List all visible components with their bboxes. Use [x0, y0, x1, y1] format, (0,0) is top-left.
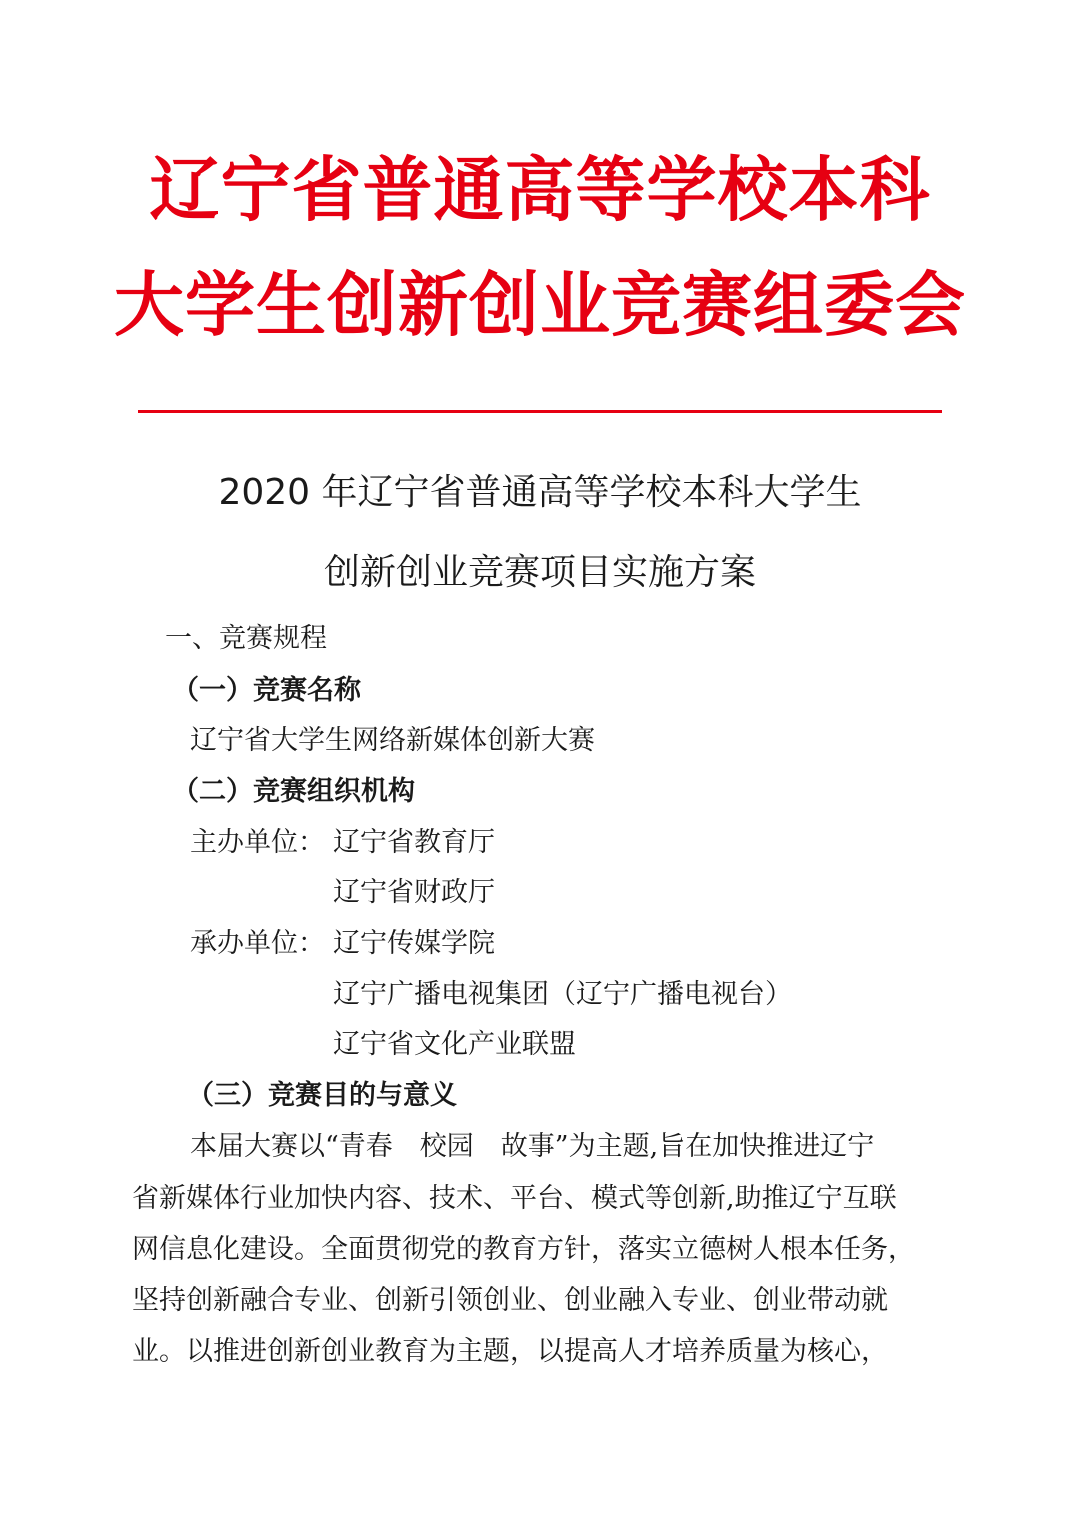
- organizer-label: 承办单位：: [190, 928, 325, 959]
- committee-title-line-1: 辽宁省普通高等学校本科: [149, 149, 931, 231]
- competition-name-text: 辽宁省大学生网络新媒体创新大赛: [190, 725, 595, 756]
- paragraph-line: 业。以推进创新创业教育为主题，以提高人才培养质量为核心，: [132, 1336, 888, 1367]
- document-title-line-1: 2020 年辽宁省普通高等学校本科大学生: [218, 472, 862, 513]
- paragraph-line: 网信息化建设。全面贯彻党的教育方针，落实立德树人根本任务，: [132, 1234, 915, 1265]
- host-label: 主办单位：: [190, 827, 325, 858]
- paragraph-line: 省新媒体行业加快内容、技术、平台、模式等创新,助推辽宁互联: [132, 1183, 897, 1214]
- host-item: 辽宁省教育厅: [333, 827, 495, 858]
- subsection-heading-purpose: （三）竞赛目的与意义: [187, 1080, 457, 1111]
- paragraph-line: 坚持创新融合专业、创新引领创业、创业融入专业、创业带动就: [132, 1285, 888, 1316]
- host-item: 辽宁省财政厅: [333, 877, 495, 908]
- section-heading-rules: 一、竞赛规程: [165, 623, 327, 654]
- red-divider-rule: [138, 410, 942, 413]
- subsection-heading-organization: （二）竞赛组织机构: [172, 776, 415, 807]
- document-title-line-2: 创新创业竞赛项目实施方案: [323, 552, 756, 593]
- organizer-item: 辽宁传媒学院: [333, 928, 495, 959]
- committee-title-line-2: 大学生创新创业竞赛组委会: [114, 264, 966, 346]
- subsection-heading-name: （一）竞赛名称: [172, 675, 361, 706]
- organizer-item: 辽宁省文化产业联盟: [333, 1029, 576, 1060]
- organizer-item: 辽宁广播电视集团（辽宁广播电视台）: [333, 979, 792, 1010]
- paragraph-line: 本届大赛以“青春 校园 故事”为主题,旨在加快推进辽宁: [190, 1131, 875, 1162]
